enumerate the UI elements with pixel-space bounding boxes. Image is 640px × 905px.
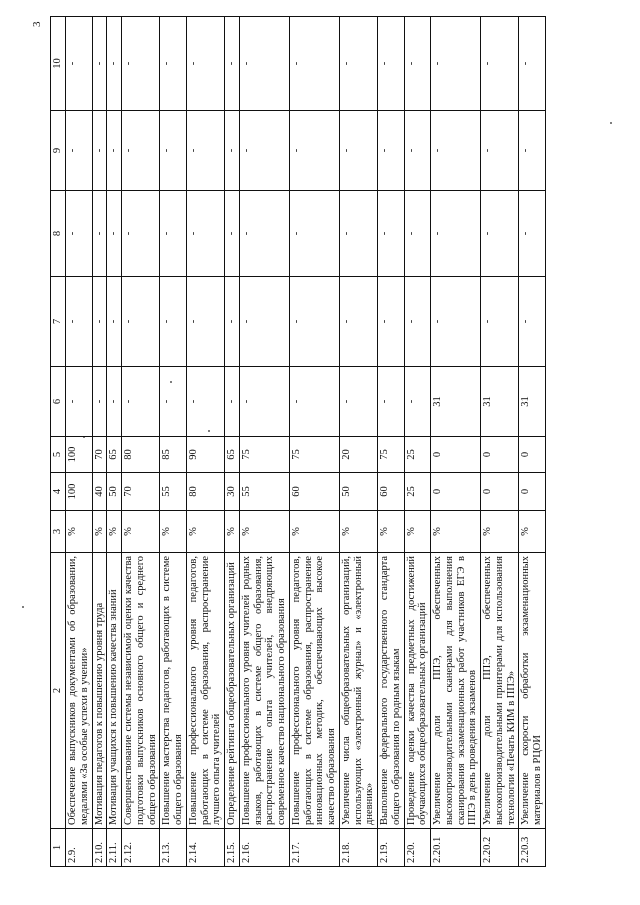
row-description: Определение рейтинга общеобразовательных организаций xyxy=(225,553,240,829)
row-value-col10: - xyxy=(404,17,431,111)
row-number: 2.12. xyxy=(122,829,160,867)
row-description: Увеличение доли ППЭ, обеспеченных высокопроизводительными принтерами для использования технологии «Печать КИМ в ППЭ» xyxy=(481,553,519,829)
row-number: 2.17. xyxy=(289,829,339,867)
row-unit: % xyxy=(186,511,224,553)
row-value-col4: 55 xyxy=(239,473,289,511)
row-value-col8: - xyxy=(239,191,289,277)
row-unit: % xyxy=(66,511,93,553)
row-value-col5: 85 xyxy=(160,437,187,473)
row-value-col9: - xyxy=(481,111,519,191)
row-unit: % xyxy=(289,511,339,553)
row-value-col9: - xyxy=(339,111,377,191)
row-value-col4: 60 xyxy=(289,473,339,511)
row-value-col4: 80 xyxy=(186,473,224,511)
row-value-col6: - xyxy=(122,367,160,437)
row-unit: % xyxy=(481,511,519,553)
row-number: 2.13. xyxy=(160,829,187,867)
row-value-col4: 50 xyxy=(107,473,122,511)
row-unit: % xyxy=(107,511,122,553)
row-unit: % xyxy=(378,511,405,553)
row-value-col9: - xyxy=(92,111,107,191)
table-row xyxy=(239,17,289,867)
row-value-col6: - xyxy=(186,367,224,437)
row-unit: % xyxy=(339,511,377,553)
row-unit: % xyxy=(225,511,240,553)
row-unit: % xyxy=(160,511,187,553)
row-description: Увеличение доли ППЭ, обеспеченных высокопроизводительными сканерами для выполнения сканирования экзаменационных работ участников ЕГЭ в ППЭ в день проведения экзаменов xyxy=(431,553,481,829)
row-number: 2.16. xyxy=(239,829,289,867)
table-row xyxy=(122,17,160,867)
row-unit: % xyxy=(239,511,289,553)
col-header: 6 xyxy=(51,367,66,437)
row-value-col6: - xyxy=(289,367,339,437)
row-value-col9: - xyxy=(186,111,224,191)
row-value-col5: 75 xyxy=(289,437,339,473)
row-value-col8: - xyxy=(160,191,187,277)
row-value-col7: - xyxy=(404,277,431,367)
row-number: 2.20.3 xyxy=(519,829,546,867)
row-value-col10: - xyxy=(107,17,122,111)
row-value-col8: - xyxy=(92,191,107,277)
row-value-col6: - xyxy=(66,367,93,437)
row-value-col7: - xyxy=(107,277,122,367)
row-value-col8: - xyxy=(66,191,93,277)
row-value-col7: - xyxy=(239,277,289,367)
col-header: 7 xyxy=(51,277,66,367)
table-row xyxy=(481,17,519,867)
row-value-col6: - xyxy=(339,367,377,437)
table-row xyxy=(289,17,339,867)
row-value-col8: - xyxy=(225,191,240,277)
row-value-col4: 100 xyxy=(66,473,93,511)
row-value-col6: 31 xyxy=(481,367,519,437)
row-number: 2.10. xyxy=(92,829,107,867)
table-row xyxy=(225,17,240,867)
row-value-col9: - xyxy=(225,111,240,191)
row-value-col7: - xyxy=(225,277,240,367)
row-description: Повышение профессионального уровня учителей родных языков, работающих в системе общего образования, распространение опыта учителей, внедряющих современное качество национального образования xyxy=(239,553,289,829)
row-value-col7: - xyxy=(481,277,519,367)
row-value-col4: 30 xyxy=(225,473,240,511)
row-value-col5: 70 xyxy=(92,437,107,473)
row-value-col6: - xyxy=(160,367,187,437)
row-description: Мотивация педагогов к повышению уровня труда xyxy=(92,553,107,829)
row-number: 2.20. xyxy=(404,829,431,867)
row-value-col10: - xyxy=(225,17,240,111)
row-value-col7: - xyxy=(519,277,546,367)
row-value-col7: - xyxy=(92,277,107,367)
row-value-col8: - xyxy=(431,191,481,277)
row-number: 2.9. xyxy=(66,829,93,867)
table-row xyxy=(107,17,122,867)
row-value-col10: - xyxy=(378,17,405,111)
row-value-col6: - xyxy=(225,367,240,437)
row-value-col6: - xyxy=(92,367,107,437)
row-value-col8: - xyxy=(481,191,519,277)
row-description: Мотивация учащихся к повышению качества знаний xyxy=(107,553,122,829)
row-value-col7: - xyxy=(378,277,405,367)
row-value-col7: - xyxy=(160,277,187,367)
row-value-col9: - xyxy=(431,111,481,191)
row-value-col9: - xyxy=(289,111,339,191)
row-value-col6: - xyxy=(107,367,122,437)
table-row xyxy=(160,17,187,867)
col-header: 5 xyxy=(51,437,66,473)
row-value-col5: 80 xyxy=(122,437,160,473)
col-header: 2 xyxy=(51,553,66,829)
row-value-col8: - xyxy=(378,191,405,277)
table-row xyxy=(404,17,431,867)
row-value-col5: 20 xyxy=(339,437,377,473)
row-value-col8: - xyxy=(186,191,224,277)
row-value-col7: - xyxy=(66,277,93,367)
table-row xyxy=(519,17,546,867)
table-row xyxy=(431,17,481,867)
row-value-col4: 55 xyxy=(160,473,187,511)
row-description: Повышение профессионального уровня педагогов, работающих в системе образования, распространение лучшего опыта учителей xyxy=(186,553,224,829)
row-value-col7: - xyxy=(339,277,377,367)
row-unit: % xyxy=(404,511,431,553)
row-value-col10: - xyxy=(92,17,107,111)
table-row xyxy=(378,17,405,867)
row-number: 2.14. xyxy=(186,829,224,867)
row-unit: % xyxy=(431,511,481,553)
row-value-col5: 65 xyxy=(225,437,240,473)
page-number: 3 xyxy=(31,21,43,27)
row-description: Повышение мастерства педагогов, работающих в системе общего образования xyxy=(160,553,187,829)
row-unit: % xyxy=(519,511,546,553)
row-value-col9: - xyxy=(66,111,93,191)
row-value-col9: - xyxy=(519,111,546,191)
row-value-col4: 40 xyxy=(92,473,107,511)
col-header: 9 xyxy=(51,111,66,191)
row-unit: % xyxy=(122,511,160,553)
row-value-col4: 60 xyxy=(378,473,405,511)
row-value-col5: 0 xyxy=(519,437,546,473)
row-value-col6: 31 xyxy=(431,367,481,437)
row-value-col5: 25 xyxy=(404,437,431,473)
col-header: 4 xyxy=(51,473,66,511)
col-header: 8 xyxy=(51,191,66,277)
row-description: Проведение оценки качества предметных достижений обучающихся общеобразовательных организаций xyxy=(404,553,431,829)
row-value-col6: - xyxy=(404,367,431,437)
row-number: 2.15. xyxy=(225,829,240,867)
row-value-col4: 0 xyxy=(431,473,481,511)
row-value-col7: - xyxy=(186,277,224,367)
col-header: 3 xyxy=(51,511,66,553)
row-value-col8: - xyxy=(122,191,160,277)
row-value-col5: 65 xyxy=(107,437,122,473)
table-row xyxy=(339,17,377,867)
row-value-col9: - xyxy=(122,111,160,191)
row-value-col9: - xyxy=(378,111,405,191)
row-value-col5: 75 xyxy=(378,437,405,473)
row-value-col5: 0 xyxy=(431,437,481,473)
row-value-col10: - xyxy=(186,17,224,111)
row-value-col10: - xyxy=(122,17,160,111)
row-value-col8: - xyxy=(339,191,377,277)
row-number: 2.20.1 xyxy=(431,829,481,867)
row-description: Увеличение числа общеобразовательных организаций, использующих «электронный журнал» и «электронный дневник» xyxy=(339,553,377,829)
row-value-col8: - xyxy=(404,191,431,277)
row-value-col5: 75 xyxy=(239,437,289,473)
row-value-col9: - xyxy=(239,111,289,191)
row-value-col10: - xyxy=(66,17,93,111)
row-value-col8: - xyxy=(519,191,546,277)
row-value-col5: 90 xyxy=(186,437,224,473)
row-value-col5: 0 xyxy=(481,437,519,473)
row-value-col9: - xyxy=(107,111,122,191)
row-value-col7: - xyxy=(289,277,339,367)
row-number: 2.20.2 xyxy=(481,829,519,867)
row-value-col9: - xyxy=(160,111,187,191)
header-row xyxy=(51,17,66,867)
row-description: Совершенствование системы независимой оценки качества подготовки выпускников основного общего и среднего общего образования xyxy=(122,553,160,829)
row-value-col9: - xyxy=(404,111,431,191)
row-value-col10: - xyxy=(339,17,377,111)
row-value-col4: 50 xyxy=(339,473,377,511)
col-header: 1 xyxy=(51,829,66,867)
row-value-col10: - xyxy=(519,17,546,111)
row-value-col6: 31 xyxy=(519,367,546,437)
row-value-col10: - xyxy=(481,17,519,111)
row-value-col4: 0 xyxy=(519,473,546,511)
row-value-col8: - xyxy=(289,191,339,277)
row-number: 2.18. xyxy=(339,829,377,867)
row-value-col6: - xyxy=(378,367,405,437)
row-number: 2.11. xyxy=(107,829,122,867)
row-description: Выполнение федерального государственного стандарта общего образования по родным языкам xyxy=(378,553,405,829)
row-value-col6: - xyxy=(239,367,289,437)
row-value-col10: - xyxy=(431,17,481,111)
row-description: Увеличение скорости обработки экзаменационных материалов в РЦОИ xyxy=(519,553,546,829)
row-value-col7: - xyxy=(122,277,160,367)
row-value-col10: - xyxy=(289,17,339,111)
row-number: 2.19. xyxy=(378,829,405,867)
row-value-col4: 0 xyxy=(481,473,519,511)
row-value-col10: - xyxy=(160,17,187,111)
table-body xyxy=(66,17,546,867)
table-row xyxy=(186,17,224,867)
row-value-col7: - xyxy=(431,277,481,367)
row-description: Повышение профессионального уровня педагогов, работающих в системе образования, распространение инновационных методик, обеспечивающих высокое качество образования xyxy=(289,553,339,829)
row-value-col4: 25 xyxy=(404,473,431,511)
row-value-col4: 70 xyxy=(122,473,160,511)
table-row xyxy=(66,17,93,867)
row-value-col5: 100 xyxy=(66,437,93,473)
row-unit: % xyxy=(92,511,107,553)
table-row xyxy=(92,17,107,867)
indicators-table xyxy=(50,16,546,867)
row-value-col10: - xyxy=(239,17,289,111)
row-value-col8: - xyxy=(107,191,122,277)
col-header: 10 xyxy=(51,17,66,111)
row-description: Обеспечение выпускников документами об образовании, медалями «За особые успехи в учении» xyxy=(66,553,93,829)
